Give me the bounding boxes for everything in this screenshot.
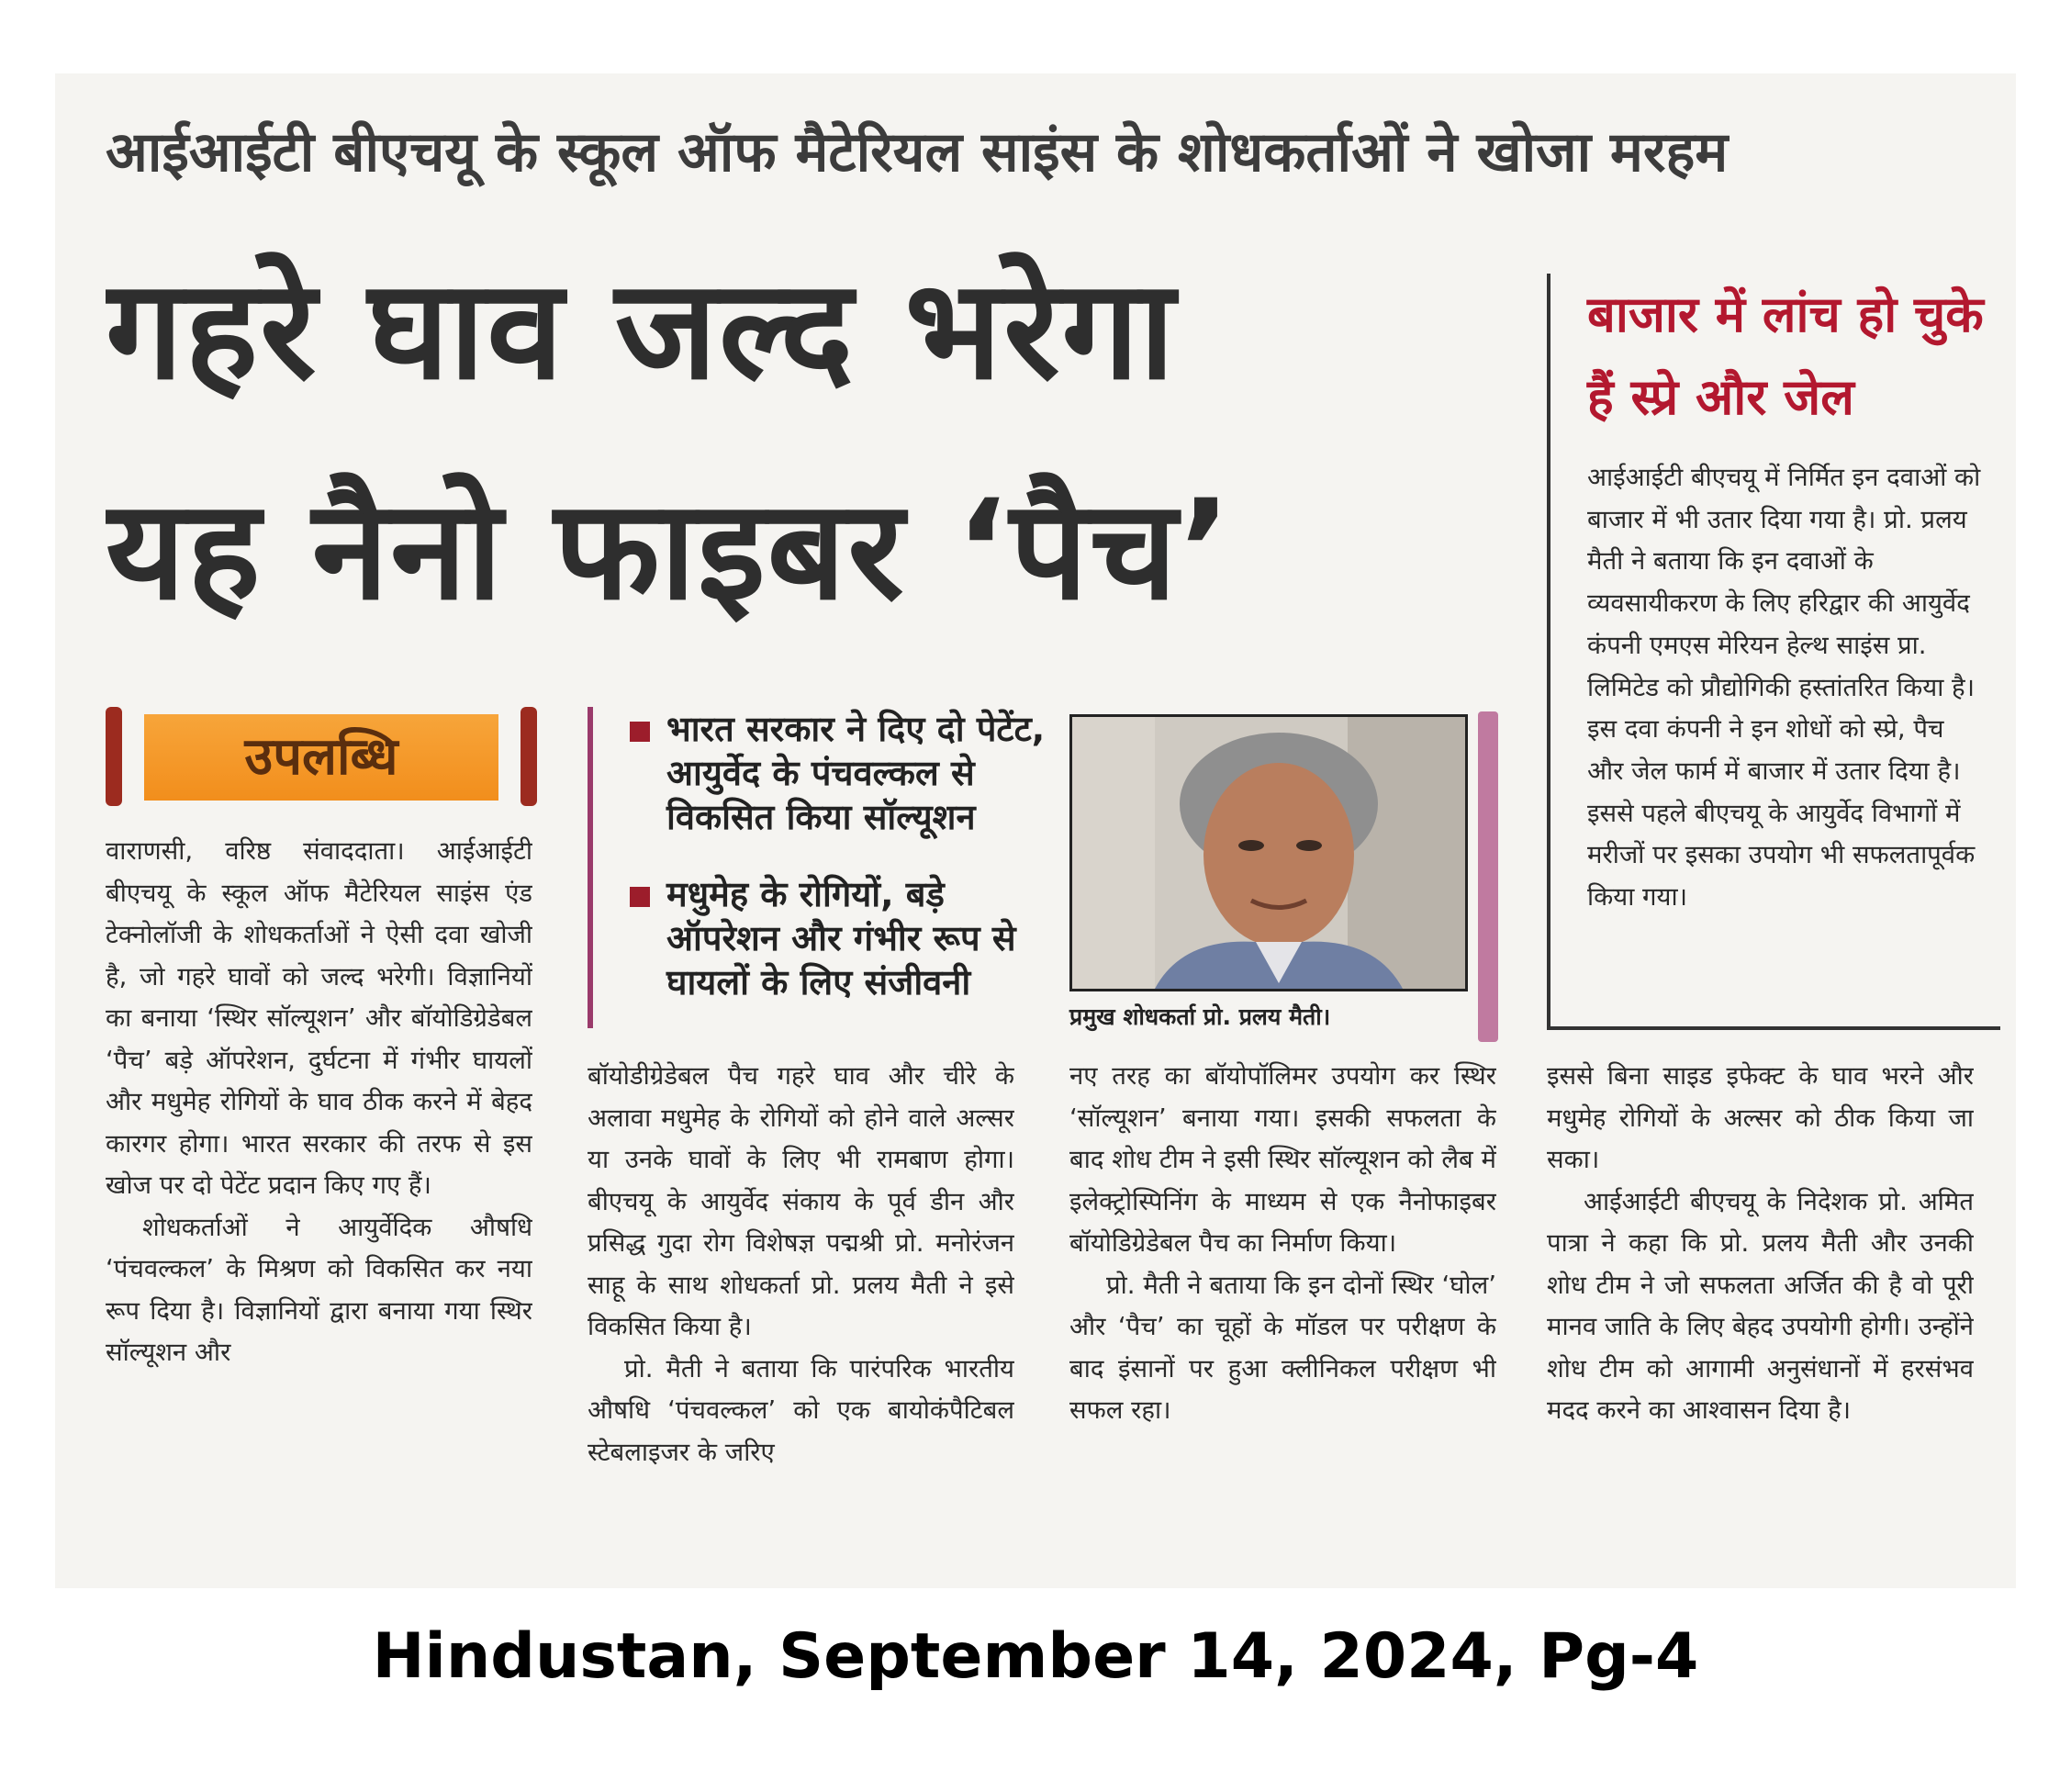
article-column-1 [106,831,532,1570]
article-column-4 [1547,1056,1974,1570]
badge-label: उपलब्धि [144,714,498,801]
article-column-3 [1069,1056,1496,1570]
headline-line-2: यह नैनो फाइबर ‘पैच’ [106,471,1234,631]
bullet-square-icon [630,722,650,742]
photo-caption: प्रमुख शोधकर्ता प्रो. प्रलय मैती। [1069,1003,1331,1030]
researcher-photo [1069,714,1468,991]
source-citation: Hindustan, September 14, 2024, Pg-4 [372,1620,1699,1693]
paragraph: आईआईटी बीएचयू के निदेशक प्रो. अमित पात्रा ने कहा कि प्रो. प्रलय मैती और उनकी शोध टीम ने जो सफलता अर्जित की है वो पूरी मानव जाति के लिए बेहद उपयोगी होगी। उन्होंने शोध टीम को आगामी अनुसंधानों में हरसंभव मदद करने का आश्वासन दिया है। [1547,1186,1974,1425]
photo-accent-strip [1478,711,1498,1042]
paragraph: बॉयोडीग्रेडेबल पैच गहरे घाव और चीरे के अलावा मधुमेह के रोगियों को होने वाले अल्सर या उनके घावों के लिए भी रामबाण होगा। बीएचयू के आयुर्वेद संकाय के पूर्व डीन और प्रसिद्ध गुदा रोग विशेषज्ञ पद्मश्री प्रो. मनोरंजन साहू के साथ शोधकर्ता प्रो. प्रलय मैती ने इसे विकसित किया है। [588,1061,1014,1341]
paragraph: शोधकर्ताओं ने आयुर्वेदिक औषधि ‘पंचवल्कल’ के मिश्रण को विकसित कर नया रूप दिया है। विज्ञानियों द्वारा बनाया गया स्थिर सॉल्यूशन और [106,1212,532,1367]
highlight-item: भारत सरकार ने दिए दो पेटेंट, आयुर्वेद के पंचवल्कल से विकसित किया सॉल्यूशन [666,709,1046,837]
headline-line-1: गहरे घाव जल्द भरेगा [106,251,1177,410]
paragraph: प्रो. मैती ने बताया कि पारंपरिक भारतीय औषधि ‘पंचवल्कल’ को एक बायोकंपैटिबल स्टेबलाइजर के जरिए [588,1353,1014,1467]
sidebar-body: आईआईटी बीएचयू में निर्मित इन दवाओं को बाजार में भी उतार दिया गया है। प्रो. प्रलय मैती ने बताया कि इन दवाओं के व्यवसायीकरण के लिए हरिद्वार की आयुर्वेद कंपनी एमएस मेरियन हेल्थ साइंस प्रा. लिमिटेड को प्रौद्योगिकी हस्तांतरित किया है। इस दवा कंपनी ने इन शोधों को स्प्रे, पैच और जेल फार्म में बाजार में उतार दिया है। इससे पहले बीएचयू के आयुर्वेद विभागों में मरीजों पर इसका उपयोग भी सफलतापूर्वक किया गया। [1587,463,1981,913]
paragraph: नए तरह का बॉयोपॉलिमर उपयोग कर स्थिर ‘सॉल्यूशन’ बनाया गया। इसकी सफलता के बाद शोध टीम ने इसी स्थिर सॉल्यूशन को लैब में इलेक्ट्रोस्पिनिंग के माध्यम से एक नैनोफाइबर बॉयोडिग्रेडेबल पैच का निर्माण किया। [1069,1061,1496,1258]
sidebar-box [1547,274,2000,1030]
highlight-item: मधुमेह के रोगियों, बड़े ऑपरेशन और गंभीर रूप से घायलों के लिए संजीवनी [666,874,1016,1002]
highlights-box [588,707,1052,1028]
paragraph: प्रो. मैती ने बताया कि इन दोनों स्थिर ‘घोल’ और ‘पैच’ का चूहों के मॉडल पर परीक्षण के बाद इंसानों पर हुआ क्लीनिकल परीक्षण भी सफल रहा। [1069,1270,1496,1425]
bullet-square-icon [630,887,650,907]
article-column-2 [588,1056,1014,1570]
paragraph: इससे बिना साइड इफेक्ट के घाव भरने और मधुमेह रोगियों के अल्सर को ठीक किया जा सका। [1547,1061,1974,1174]
badge-left-bar [106,707,122,806]
paragraph: वाराणसी, वरिष्ठ संवाददाता। आईआईटी बीएचयू के स्कूल ऑफ मैटेरियल साइंस एंड टेक्नोलॉजी के शोधकर्ताओं ने ऐसी दवा खोजी है, जो गहरे घावों को जल्द भरेगी। विज्ञानियों का बनाया ‘स्थिर सॉल्यूशन’ और बॉयोडिग्रेडेबल ‘पैच’ बड़े ऑपरेशन, दुर्घटना में गंभीर घायलों और मधुमेह रोगियों के घाव ठीक करने में बेहद कारगर होगा। भारत सरकार की तरफ से इस खोज पर दो पेटेंट प्रदान किए गए हैं। [106,836,532,1200]
sidebar-heading: बाजार में लांच हो चुके हैं स्प्रे और जेल [1587,286,1984,426]
section-badge [106,707,537,808]
kicker: आईआईटी बीएचयू के स्कूल ऑफ मैटेरियल साइंस के शोधकर्ताओं ने खोजा मरहम [106,120,1729,185]
badge-right-bar [521,707,537,806]
portrait-image [1072,717,1465,989]
